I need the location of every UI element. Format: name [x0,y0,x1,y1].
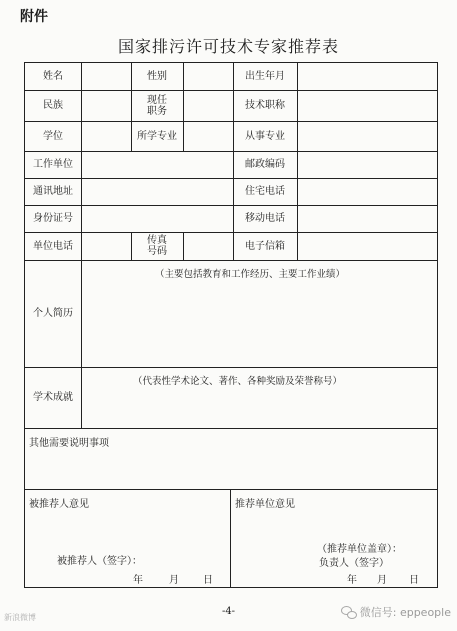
label-id-number: 身份证号 [33,213,73,224]
footer-wechat [341,604,451,620]
col-line [230,489,231,588]
label-address: 通讯地址 [33,186,73,197]
row-line [25,121,437,122]
label-work-phone: 单位电话 [33,240,73,252]
label-tech-title: 技术职称 [245,100,285,111]
resume-note: （主要包括教育和工作经历、主要工作业绩） [155,269,346,280]
row-line [25,428,437,429]
row-line [25,205,437,206]
row-line [25,151,437,152]
row-line [25,90,437,91]
label-email: 电子信箱 [245,240,285,252]
recommender-signature: 被推荐人（签字）： [57,556,142,567]
label-profession: 从事专业 [245,130,285,142]
unit-year: 年 [347,575,357,586]
recommender-year: 年 [133,575,143,586]
col-line [131,232,132,260]
wechat-icon [341,606,357,619]
achievements-note: （代表性学术论文、著作、各种奖励及荣誉称号） [133,376,343,387]
label-birth: 出生年月 [245,71,285,82]
label-achievements: 学术成就 [33,392,73,403]
label-home-phone: 住宅电话 [245,186,285,197]
recommender-title: 被推荐人意见 [29,499,89,510]
unit-month: 月 [377,575,387,586]
row-line [25,232,437,233]
recommendation-form [24,62,438,588]
row-line [25,260,437,261]
row-line [25,367,437,368]
label-ethnicity: 民族 [43,100,63,111]
label-gender: 性别 [147,71,167,82]
recommender-day: 日 [203,575,213,586]
label-major: 所学专业 [137,130,177,142]
unit-title: 推荐单位意见 [235,499,295,510]
unit-day: 日 [409,575,419,586]
col-line [81,63,82,428]
form-title: 国家排污许可技术专家推荐表 [117,37,339,56]
page-number: -4- [221,606,236,617]
col-line [183,232,184,260]
label-resume: 个人简历 [33,308,73,319]
col-line [183,63,184,151]
recommender-month: 月 [169,575,179,586]
label-mobile: 移动电话 [245,213,285,224]
annex-label: 附件 [20,9,48,25]
label-degree: 学位 [43,130,63,142]
unit-seal: （推荐单位盖章）： [317,544,402,555]
row-line [25,489,437,490]
unit-leader: 负责人（签字） [319,558,389,569]
label-other: 其他需要说明事项 [29,438,109,449]
label-employer: 工作单位 [33,159,73,170]
label-postcode: 邮政编码 [245,159,285,170]
col-line [297,63,298,260]
label-name: 姓名 [43,71,63,82]
wechat-id: 微信号: eppeople [359,606,451,619]
label-fax: 传真号码 [147,235,167,257]
footer-watermark-left: 新浪微博 [4,613,36,622]
row-line [25,178,437,179]
label-current-post: 现任职务 [147,94,167,117]
